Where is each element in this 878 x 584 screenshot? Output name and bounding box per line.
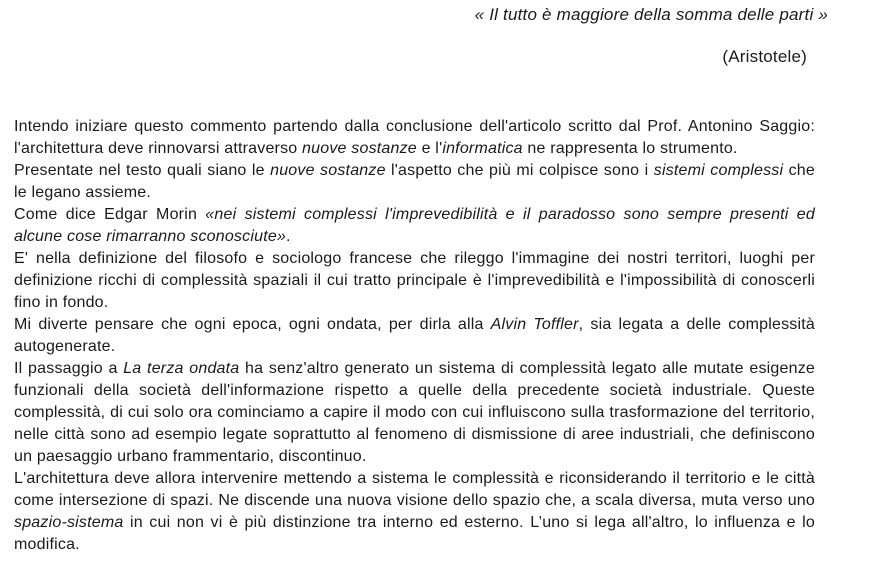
paragraph-terza-ondata <box>14 358 815 468</box>
text-run: l'aspetto che più mi colpisce sono i <box>385 162 654 179</box>
text-run: . <box>286 228 291 245</box>
italic-text-run: La terza ondata <box>123 360 240 377</box>
italic-text-run: sistemi complessi <box>653 162 784 179</box>
italic-text-run: informatica <box>442 140 523 157</box>
italic-text-run: Alvin Toffler <box>490 316 579 333</box>
text-run: E' nella definizione del filosofo e sociologo francese che rileggo l'immagine dei nostri territori, luoghi per definizione ricchi di complessità spaziali il cui tratto principale è l'imprevedibilità e l'impossibilità di conoscerli fino in fondo. <box>14 250 815 311</box>
italic-text-run: spazio-sistema <box>14 514 124 531</box>
text-run: Mi diverte pensare che ogni epoca, ogni ondata, per dirla alla <box>14 316 491 333</box>
paragraph-intro <box>14 116 815 160</box>
text-run: L'architettura deve allora intervenire mettendo a sistema le complessità e riconsiderando il territorio e le città come intersezione di spazi. Ne discende una nuova visione dello spazio che, a scala diversa, muta verso uno <box>14 470 815 509</box>
text-run: che le legano assieme. <box>14 162 815 201</box>
text-run: , sia legata a delle complessità autogenerate. <box>14 316 815 355</box>
text-run: Intendo iniziare questo commento partendo dalla conclusione dell'articolo scritto dal Prof. Antonino Saggio: l'architettura deve rinnovarsi attraverso <box>14 118 815 157</box>
paragraph-morin-quote <box>14 204 815 248</box>
epigraph <box>0 0 878 68</box>
paragraph-toffler <box>14 314 815 358</box>
epigraph-quote: « Il tutto è maggiore della somma delle parti » <box>474 5 828 24</box>
text-run: ne rappresenta lo strumento. <box>522 140 738 157</box>
text-run: in cui non vi è più distinzione tra interno ed esterno. L’uno si lega all'altro, lo influenza e lo modifica. <box>14 514 815 553</box>
text-run: Come dice Edgar Morin <box>14 206 206 223</box>
text-run: ha senz'altro generato un sistema di complessità legato alle mutate esigenze funzionali della società dell'informazione rispetto a quelle della precedente società industriale. Queste complessità, di cui solo ora cominciamo a capire il modo con cui influiscono sulla trasformazione del territorio, nelle città sono ad esempio legate soprattutto al fenomeno di dismissione di aree industriali, che definiscono un paesaggio urbano frammentario, discontinuo. <box>14 360 815 465</box>
italic-text-run: nuove sostanze <box>302 140 417 157</box>
epigraph-attribution: (Aristotele) <box>722 47 807 66</box>
paragraph-spazio-sistema <box>14 468 815 556</box>
paragraph-territori <box>14 248 815 314</box>
body-text <box>0 116 878 556</box>
paragraph-nuove-sostanze <box>14 160 815 204</box>
text-run: Il passaggio a <box>14 360 124 377</box>
text-run: e l' <box>416 140 443 157</box>
text-run: Presentate nel testo quali siano le <box>14 162 271 179</box>
italic-text-run: nuove sostanze <box>270 162 386 179</box>
italic-text-run: «nei sistemi complessi l'imprevedibilità e il paradosso sono sempre presenti ed alcune cose rimarranno sconosciute» <box>14 206 815 245</box>
